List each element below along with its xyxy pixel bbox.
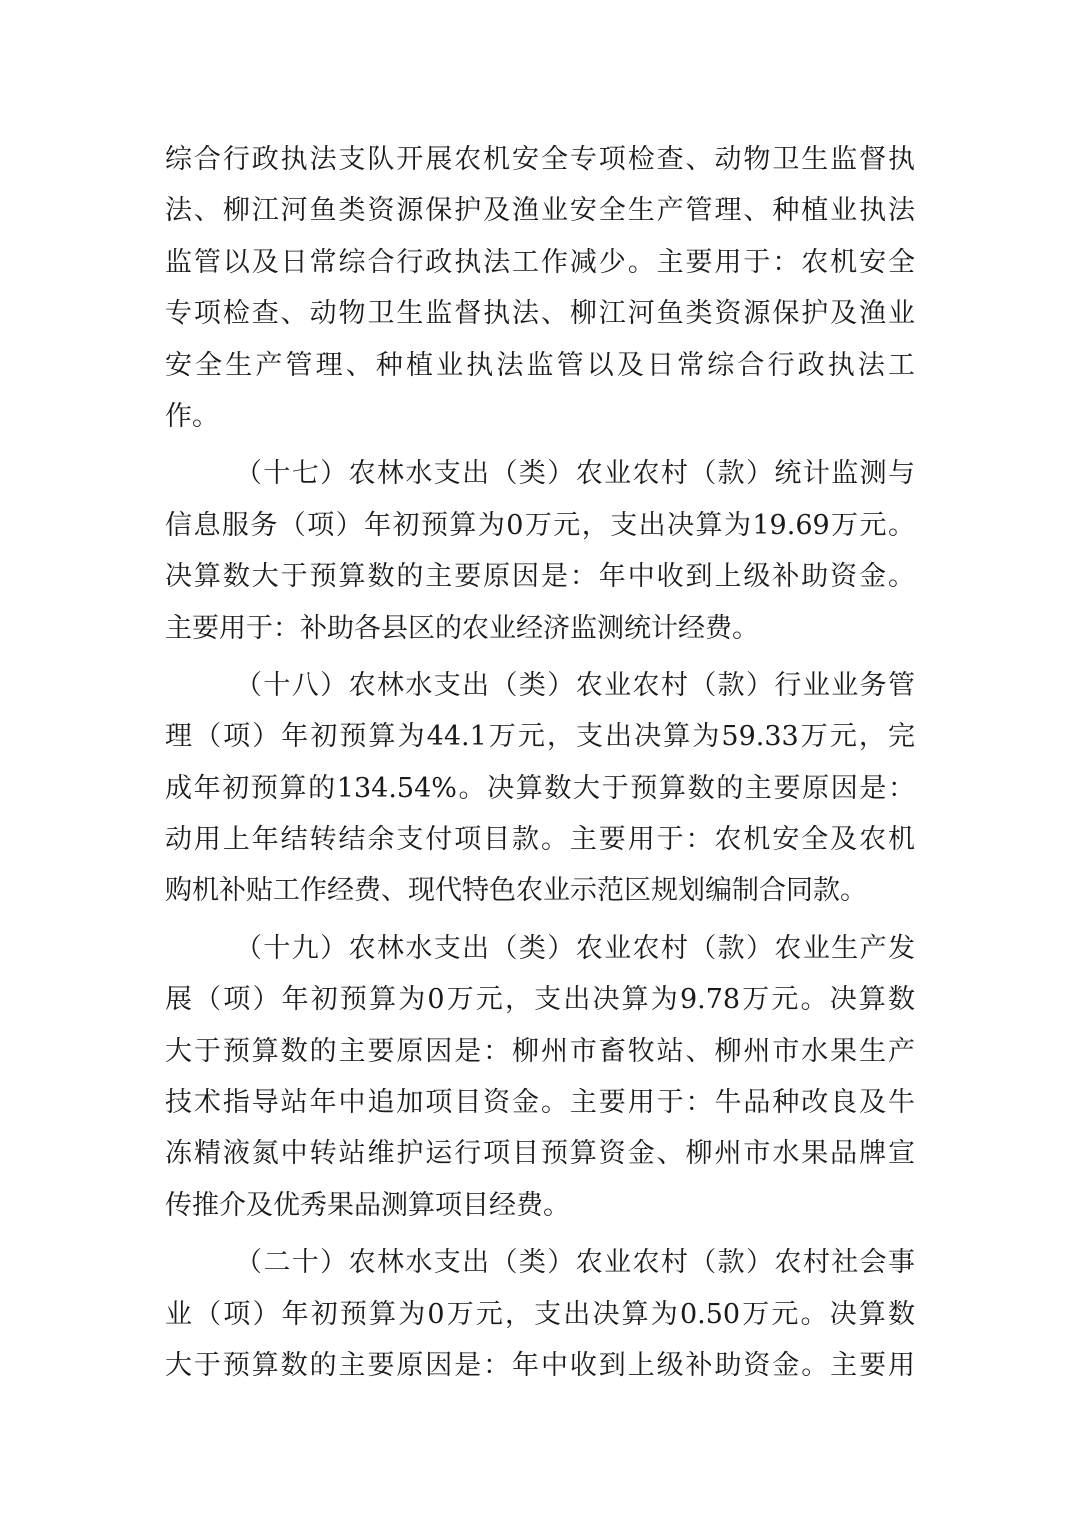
paragraph-16-continued <box>165 134 915 442</box>
paragraph-20 <box>165 1237 915 1391</box>
text-line: 技术指导站年中追加项目资金。主要用于：牛品种改良及牛 <box>165 1087 915 1119</box>
text-line: 信息服务（项）年初预算为0万元，支出决算为19.69万元。 <box>165 509 915 541</box>
text-line: 综合行政执法支队开展农机安全专项检查、动物卫生监督执 <box>165 144 915 175</box>
text-line: 理（项）年初预算为44.1万元，支出决算为59.33万元，完 <box>165 721 915 753</box>
text-line: 法、柳江河鱼类资源保护及渔业安全生产管理、种植业执法 <box>165 195 915 227</box>
text-line: 大于预算数的主要原因是：柳州市畜牧站、柳州市水果生产 <box>165 1035 915 1067</box>
text-line: 作。 <box>165 400 219 432</box>
text-line: 业（项）年初预算为0万元，支出决算为0.50万元。决算数 <box>165 1298 915 1330</box>
paragraph-19 <box>165 923 915 1231</box>
text-line: （十七）农林水支出（类）农业农村（款）统计监测与 <box>235 458 915 490</box>
text-line: 主要用于：补助各县区的农业经济监测统计经费。 <box>165 612 759 644</box>
text-line: 大于预算数的主要原因是：年中收到上级补助资金。主要用 <box>165 1349 915 1381</box>
text-line: （十八）农林水支出（类）农业农村（款）行业业务管 <box>235 669 915 701</box>
paragraph-17 <box>165 448 915 654</box>
text-line: 决算数大于预算数的主要原因是：年中收到上级补助资金。 <box>165 561 915 593</box>
text-line: （二十）农林水支出（类）农业农村（款）农村社会事 <box>235 1247 915 1279</box>
text-line: 专项检查、动物卫生监督执法、柳江河鱼类资源保护及渔业 <box>165 298 915 330</box>
text-line: 成年初预算的134.54%。决算数大于预算数的主要原因是： <box>165 772 915 804</box>
text-line: （十九）农林水支出（类）农业农村（款）农业生产发 <box>235 932 915 964</box>
body-text <box>165 134 915 1397</box>
text-line: 展（项）年初预算为0万元，支出决算为9.78万元。决算数 <box>165 984 915 1016</box>
text-line: 安全生产管理、种植业执法监管以及日常综合行政执法工 <box>165 349 915 381</box>
text-line: 传推介及优秀果品测算项目经费。 <box>165 1189 570 1221</box>
text-line: 冻精液氮中转站维护运行项目预算资金、柳州市水果品牌宣 <box>165 1138 915 1170</box>
text-line: 购机补贴工作经费、现代特色农业示范区规划编制合同款。 <box>165 875 867 907</box>
text-line: 监管以及日常综合行政执法工作减少。主要用于：农机安全 <box>165 246 915 278</box>
text-line: 动用上年结转结余支付项目款。主要用于：农机安全及农机 <box>165 824 915 856</box>
paragraph-18 <box>165 660 915 917</box>
